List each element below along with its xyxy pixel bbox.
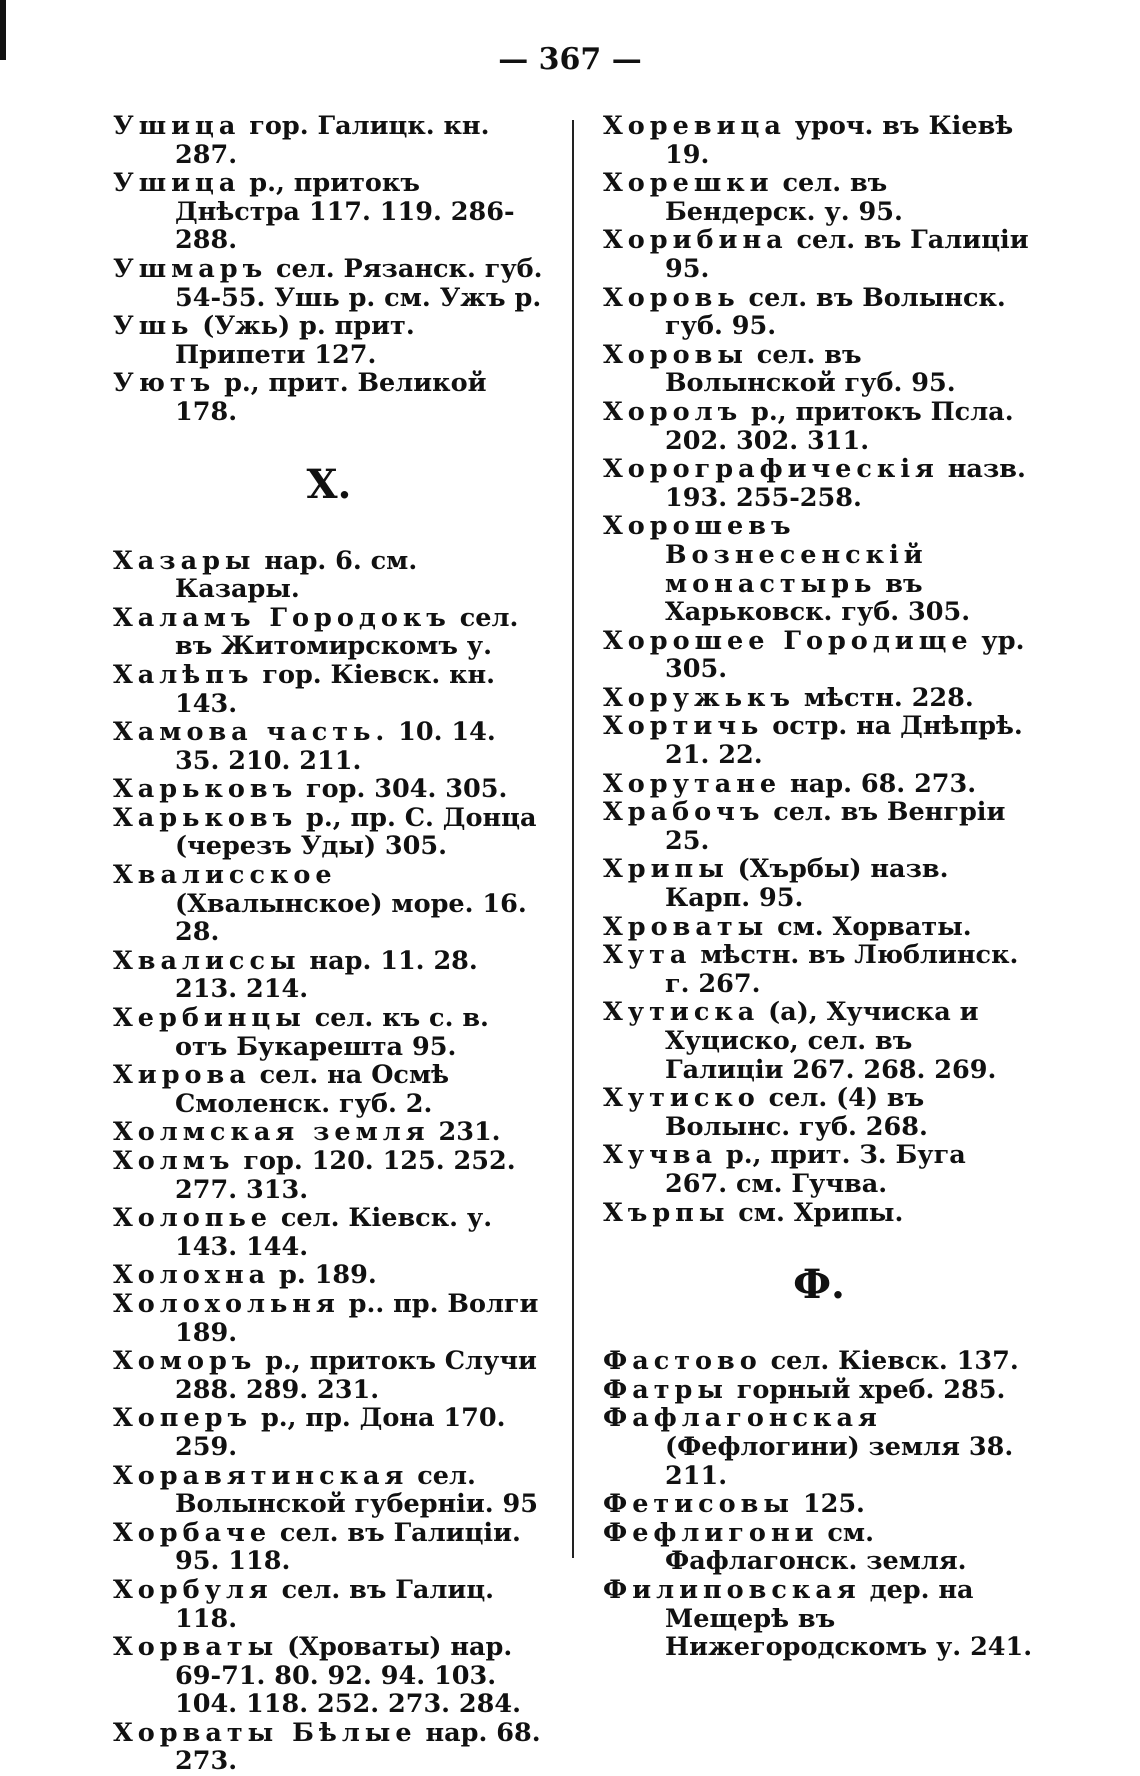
- entry-text: (Хроваты) нар. 69-71. 80. 92. 94. 103. 104. 118. 252. 273. 284.: [175, 1632, 522, 1720]
- entry-headword: Фетисовы: [603, 1489, 794, 1520]
- entry-text: сел. въ Волынск. губ. 95.: [665, 282, 1006, 342]
- entry-headword: Хоружькъ: [603, 682, 795, 713]
- entry-text: гор. Кіевск. кн. 143.: [175, 659, 496, 719]
- entry-text: гор. 120. 125. 252. 277. 313.: [175, 1146, 516, 1205]
- entry-text: сел. Кіевск. 137.: [761, 1346, 1019, 1377]
- index-entry: [113, 1633, 545, 1719]
- index-entry: [113, 312, 545, 369]
- entry-headword: Фефлигони: [603, 1517, 819, 1548]
- right-section-entries: [603, 1347, 1035, 1662]
- index-entry: [113, 1519, 545, 1576]
- index-entry: [603, 1490, 1035, 1519]
- entry-text: 125.: [793, 1489, 865, 1520]
- entry-headword: Хвалисское: [113, 860, 337, 891]
- entry-headword: Хорешки: [603, 168, 774, 199]
- entry-headword: Холмская земля: [113, 1117, 430, 1148]
- entry-headword: Храбочъ: [603, 797, 765, 828]
- entry-text: сел. въ Волынской губ. 95.: [665, 339, 956, 399]
- index-entry: [113, 947, 545, 1004]
- column-divider: [572, 120, 574, 1558]
- index-entry: [113, 1061, 545, 1118]
- entry-text: гор. 304. 305.: [297, 774, 508, 805]
- right-column: [603, 112, 1035, 1662]
- entry-text: сел. въ Галиціи. 95. 118.: [175, 1517, 521, 1577]
- index-entry: [603, 1404, 1035, 1490]
- index-entry: [603, 341, 1035, 398]
- index-entry: [113, 1462, 545, 1519]
- entry-text: сел. въ Житомирскомъ у.: [175, 602, 519, 662]
- entry-headword: Хербинцы: [113, 1003, 306, 1034]
- index-entry: [603, 998, 1035, 1084]
- entry-text: р., прит. Великой 178.: [175, 368, 487, 427]
- index-entry: [113, 718, 545, 775]
- entry-headword: Хрипы: [603, 854, 729, 885]
- index-entry: [113, 861, 545, 947]
- index-entry: [113, 1004, 545, 1061]
- entry-text: въ Харьковск. губ. 305.: [665, 568, 971, 628]
- entry-headword: Харьковъ: [113, 802, 298, 833]
- entry-text: см. Фафлагонск. земля.: [665, 1517, 967, 1577]
- entry-text: мѣстн. въ Люблинск. г. 267.: [665, 940, 1019, 999]
- entry-headword: Хорибина: [603, 225, 788, 256]
- entry-headword: Хоморъ: [113, 1346, 257, 1377]
- entry-headword: Хроваты: [603, 911, 769, 942]
- index-entry: [113, 661, 545, 718]
- entry-headword: Ушь: [113, 311, 194, 342]
- index-entry: [113, 169, 545, 255]
- entry-text: назв. 193. 255-258.: [665, 454, 1026, 513]
- entry-headword: Холохольня: [113, 1288, 340, 1319]
- entry-text: сел. Волынской губерніи. 95: [175, 1460, 539, 1520]
- index-entry: [603, 684, 1035, 713]
- entry-text: р., пр. С. Донца (черезъ Уды) 305.: [175, 802, 537, 862]
- entry-text: (Ужь) р. прит. Припети 127.: [175, 311, 415, 370]
- entry-text: р., притокъ Псла. 202. 302. 311.: [665, 396, 1014, 456]
- entry-text: р., пр. Дона 170. 259.: [175, 1403, 506, 1462]
- entry-headword: Хутиско: [603, 1083, 760, 1114]
- entry-headword: Ушица: [113, 168, 241, 199]
- left-entries: [113, 112, 545, 427]
- index-entry: [113, 1261, 545, 1290]
- entry-headword: Хърпы: [603, 1197, 730, 1228]
- entry-text: 231.: [429, 1117, 501, 1148]
- entry-headword: Халѣпъ: [113, 659, 254, 690]
- index-entry: [603, 1376, 1035, 1405]
- index-entry: [603, 398, 1035, 455]
- entry-headword: Фатры: [603, 1374, 728, 1405]
- entry-text: р.. пр. Волги 189.: [175, 1288, 539, 1348]
- entry-headword: Хорографическія: [603, 454, 939, 485]
- left-section-entries: [113, 547, 545, 1776]
- entry-headword: Хорбаче: [113, 1517, 272, 1548]
- entry-text: ур. 305.: [665, 625, 1025, 685]
- entry-text: уроч. въ Кіевѣ 19.: [665, 111, 1014, 170]
- entry-text: сел. въ Венгріи 25.: [665, 797, 1006, 856]
- entry-text: сел. къ с. в. отъ Букарешта 95.: [175, 1003, 489, 1062]
- entry-text: остр. на Днѣпрѣ. 21. 22.: [665, 711, 1023, 771]
- entry-headword: Хирова: [113, 1060, 251, 1091]
- entry-text: нар. 68. 273.: [781, 768, 977, 799]
- index-entry: [113, 1204, 545, 1261]
- index-entry: [113, 547, 545, 604]
- entry-headword: Хорваты Бѣлые: [113, 1717, 417, 1748]
- entry-headword: Холмъ: [113, 1146, 235, 1176]
- left-column: [113, 112, 545, 1776]
- index-entry: [113, 112, 545, 169]
- index-entry: [113, 1290, 545, 1347]
- entry-text: сел. въ Бендерск. у. 95.: [665, 168, 903, 227]
- entry-text: р., притокъ Днѣстра 117. 119. 286-288.: [175, 168, 515, 256]
- entry-text: р., притокъ Случи 288. 289. 231.: [175, 1346, 537, 1405]
- index-entry: [113, 255, 545, 312]
- section-letter-fita: Ф.: [793, 1261, 845, 1309]
- entry-text: сел. на Осмѣ Смоленск. губ. 2.: [175, 1060, 450, 1119]
- index-entry: [113, 1147, 545, 1204]
- entry-text: нар. 6. см. Казары.: [175, 545, 418, 605]
- index-entry: [113, 1118, 545, 1147]
- entry-text: см. Хрипы.: [729, 1197, 904, 1228]
- entry-headword: Харьковъ: [113, 774, 298, 805]
- index-entry: [603, 1199, 1035, 1228]
- entry-headword: Филиповская: [603, 1574, 861, 1605]
- entry-headword: Хоролъ: [603, 396, 743, 427]
- index-entry: [603, 1576, 1035, 1662]
- entry-text: сел. Кіевск. у. 143. 144.: [175, 1203, 493, 1262]
- index-entry: [603, 855, 1035, 912]
- entry-text: сел. Рязанск. губ. 54-55. Ушь р. см. Ужъ р.: [175, 253, 543, 313]
- entry-text: горный хреб. 285.: [727, 1374, 1006, 1405]
- index-entry: [113, 604, 545, 661]
- entry-headword: Холопье: [113, 1203, 272, 1234]
- entry-text: р. 189.: [270, 1260, 377, 1291]
- index-entry: [113, 1347, 545, 1404]
- entry-text: гор. Галицк. кн. 287.: [175, 111, 490, 170]
- entry-headword: Хорошевъ Вознесенскій монастырь: [603, 511, 928, 599]
- entry-headword: Фастово: [603, 1346, 762, 1377]
- entry-headword: Хучва: [603, 1140, 718, 1171]
- entry-text: сел. (4) въ Волынс. губ. 268.: [665, 1083, 928, 1142]
- page-number: — 367 —: [498, 42, 642, 77]
- entry-text: мѣстн. 228.: [794, 682, 974, 713]
- index-entry: [603, 913, 1035, 942]
- entry-headword: Хоперъ: [113, 1403, 253, 1434]
- index-entry: [113, 775, 545, 804]
- entry-text: (Хърбы) назв. Карп. 95.: [665, 854, 949, 914]
- entry-headword: Ушица: [113, 111, 241, 141]
- index-entry: [603, 941, 1035, 998]
- entry-text: нар. 11. 28. 213. 214.: [175, 945, 478, 1005]
- entry-headword: Холохна: [113, 1260, 271, 1291]
- entry-headword: Хоравятинская: [113, 1460, 409, 1491]
- entry-text: (а), Хучиска и Хуциско, сел. въ Галиціи 267. 268. 269.: [665, 997, 997, 1085]
- index-entry: [603, 712, 1035, 769]
- index-entry: [603, 770, 1035, 799]
- entry-headword: Хорбуля: [113, 1574, 273, 1605]
- entry-headword: Хоровы: [603, 339, 748, 370]
- index-entry: [113, 1576, 545, 1633]
- entry-headword: Хутиска: [603, 997, 760, 1028]
- entry-headword: Уютъ: [113, 368, 216, 399]
- entry-headword: Халамъ Городокъ: [113, 602, 451, 633]
- entry-headword: Ушмаръ: [113, 253, 268, 284]
- section-letter-kha: Х.: [306, 460, 352, 508]
- index-entry: [113, 804, 545, 861]
- entry-text: дер. на Мещерѣ въ Нижегородскомъ у. 241.: [665, 1574, 1033, 1663]
- index-entry: [113, 1719, 545, 1776]
- entry-text: см. Хорваты.: [768, 911, 972, 942]
- entry-headword: Хута: [603, 940, 692, 971]
- entry-headword: Хоровь: [603, 282, 740, 313]
- index-entry: [603, 169, 1035, 226]
- entry-text: нар. 68. 273.: [175, 1717, 541, 1776]
- entry-text: (Хвалынское) море. 16. 28.: [175, 888, 527, 948]
- index-entry: [603, 112, 1035, 169]
- entry-headword: Хвалиссы: [113, 945, 301, 976]
- entry-headword: Хазары: [113, 545, 256, 576]
- entry-headword: Хоревица: [603, 111, 786, 141]
- entry-headword: Хорваты: [113, 1632, 279, 1663]
- index-entry: [603, 1084, 1035, 1141]
- index-entry: [113, 1404, 545, 1461]
- index-entry: [603, 1519, 1035, 1576]
- right-entries: [603, 112, 1035, 1227]
- entry-text: сел. въ Галиц. 118.: [175, 1574, 495, 1634]
- index-entry: [603, 1141, 1035, 1198]
- entry-headword: Фафлагонская: [603, 1403, 882, 1434]
- index-entry: [603, 627, 1035, 684]
- index-entry: [603, 455, 1035, 512]
- index-entry: [603, 1347, 1035, 1376]
- index-entry: [603, 798, 1035, 855]
- entry-text: р., прит. З. Буга 267. см. Гучва.: [665, 1140, 966, 1199]
- entry-headword: Хорутане: [603, 768, 782, 799]
- entry-headword: Хамова часть.: [113, 717, 390, 748]
- index-entry: [603, 512, 1035, 626]
- entry-text: (Фефлогини) земля 38. 211.: [665, 1431, 1014, 1491]
- index-entry: [603, 284, 1035, 341]
- entry-text: 10. 14. 35. 210. 211.: [175, 717, 496, 776]
- entry-headword: Хортичь: [603, 711, 764, 742]
- index-entry: [603, 226, 1035, 283]
- entry-text: сел. въ Галиціи 95.: [665, 225, 1029, 284]
- entry-headword: Хорошее Городище: [603, 625, 973, 656]
- index-entry: [113, 369, 545, 426]
